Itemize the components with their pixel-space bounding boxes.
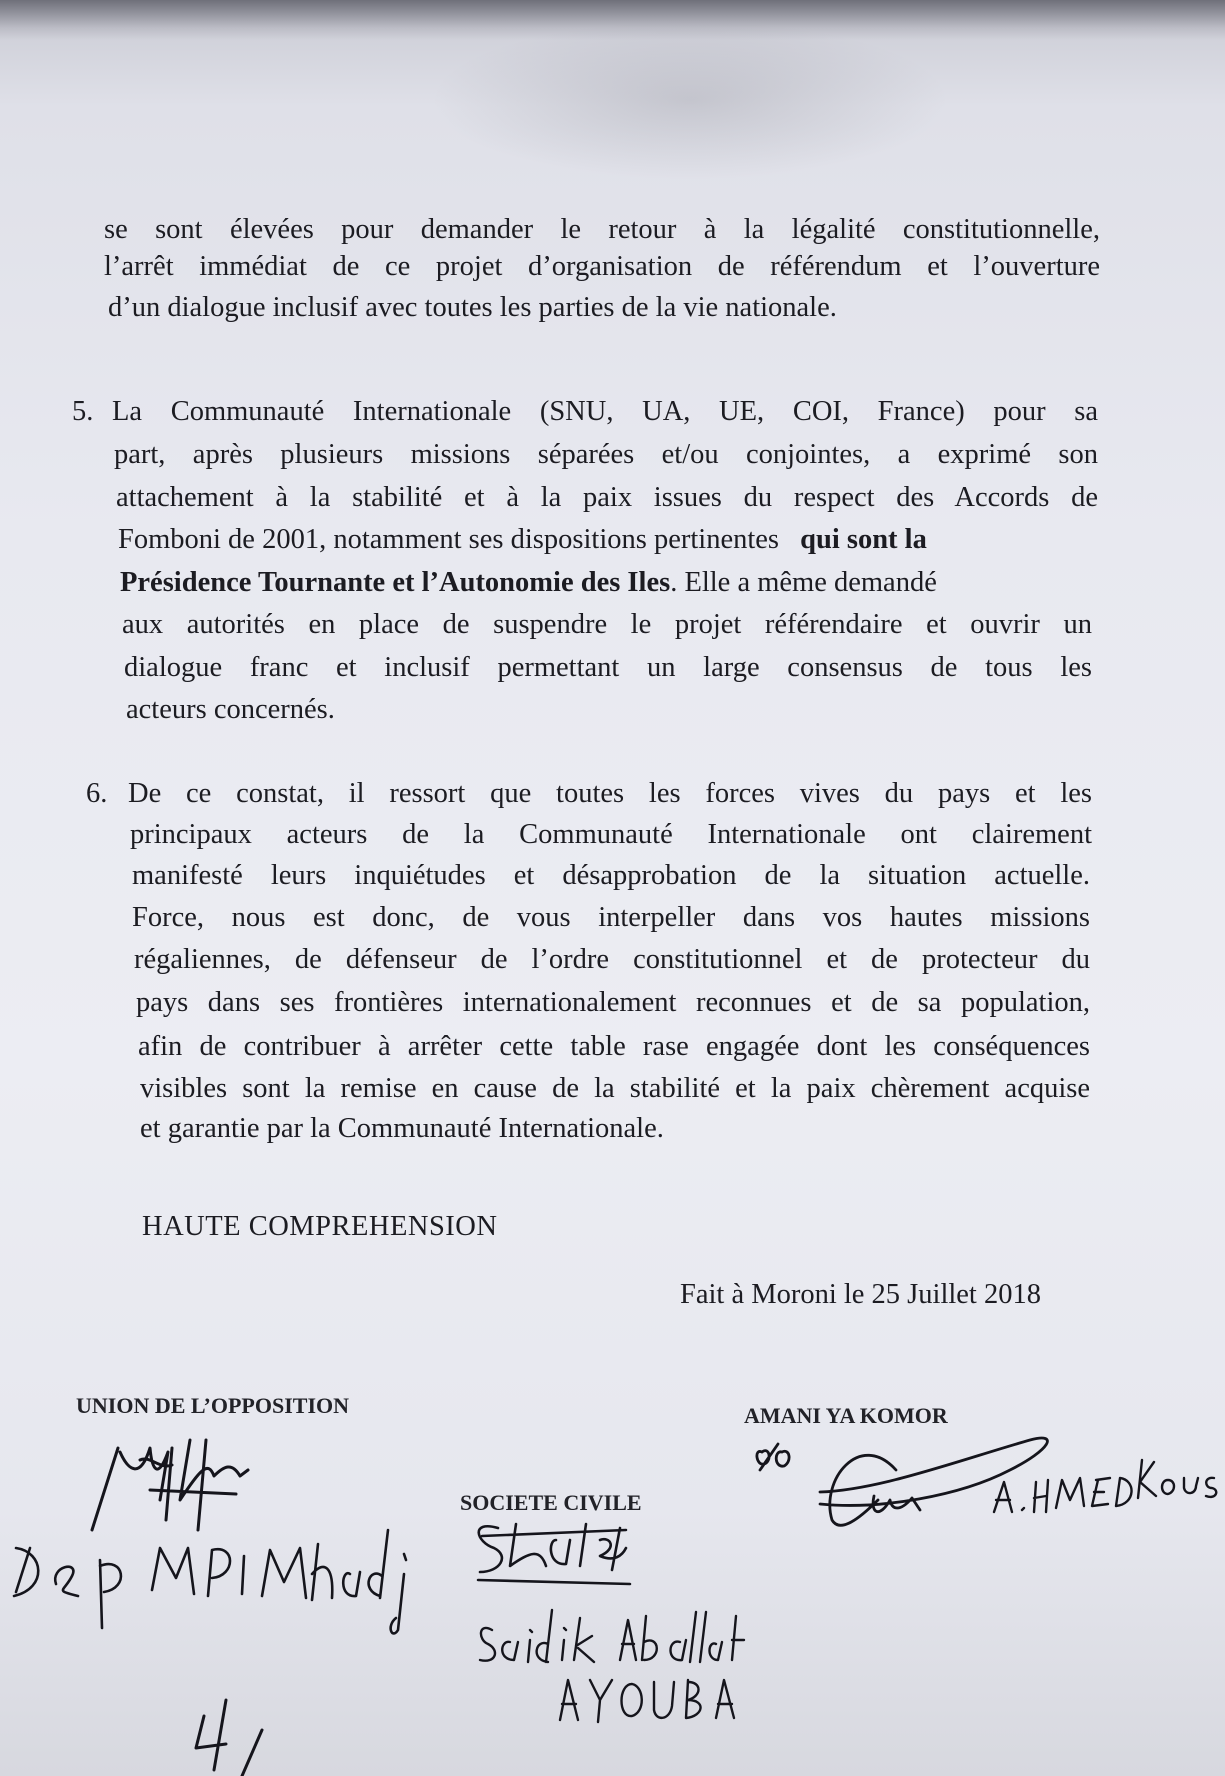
item-5-bold: Présidence Tournante et l’Autonomie des Iles [120,567,671,598]
item-6-line: pays dans ses frontières internationalement reconnues et de sa population, [136,987,1090,1018]
closing-formula: HAUTE COMPREHENSION [142,1211,498,1242]
place-date: Fait à Moroni le 25 Juillet 2018 [680,1279,1041,1310]
item-6-line: afin de contribuer à arrêter cette table rase engagée dont les conséquences [138,1031,1090,1062]
item-5-line: acteurs concernés. [126,694,335,725]
signature-left-mark [92,1440,248,1530]
item-6-line: De ce constat, il ressort que toutes les forces vives du pays et les [128,778,1092,809]
signature-center-mark [478,1524,630,1584]
item-6-line: manifesté leurs inquiétudes et désapprobation de la situation actuelle. [132,860,1090,891]
intro-line: se sont élevées pour demander le retour à la légalité constitutionnelle, [104,214,1100,245]
signature-right-name [994,1460,1216,1512]
item-6-line: et garantie par la Communauté Internationale. [140,1113,664,1144]
item-number: 5. [72,396,94,427]
item-6-line: régaliennes, de défenseur de l’ordre constitutionnel et de protecteur du [134,944,1090,975]
signatory-label-center: SOCIETE CIVILE [460,1490,642,1515]
item-5-line: part, après plusieurs missions séparées et/ou conjointes, a exprimé son [114,439,1098,470]
item-5-text: . Elle a même demandé [670,567,937,598]
item-5-bold: qui sont la [800,524,927,555]
signature-bottom-mark [196,1700,262,1776]
item-6-line: Force, nous est donc, de vous interpeller dans vos hautes missions [132,902,1090,933]
item-5-line: attachement à la stabilité et à la paix issues du respect des Accords de [116,482,1098,513]
signatory-label-right: AMANI YA KOMOR [744,1403,948,1428]
item-6-line: visibles sont la remise en cause de la stabilité et la paix chèrement acquise [140,1073,1090,1104]
item-5-line: dialogue franc et inclusif permettant un large consensus de tous les [124,652,1092,683]
intro-line: d’un dialogue inclusif avec toutes les parties de la vie nationale. [108,292,837,323]
signature-left-name [14,1530,406,1633]
item-5-text: Fomboni de 2001, notamment ses dispositions pertinentes [118,524,787,555]
signatory-label-left: UNION DE L’OPPOSITION [76,1393,350,1418]
intro-line: l’arrêt immédiat de ce projet d’organisation de référendum et l’ouverture [104,251,1100,282]
item-5-line: aux autorités en place de suspendre le projet référendaire et ouvrir un [122,609,1092,640]
item-6-line: principaux acteurs de la Communauté Internationale ont clairement [130,819,1092,850]
signature-center-name [480,1610,744,1722]
item-number: 6. [86,778,108,809]
item-5-line: La Communauté Internationale (SNU, UA, UE, COI, France) pour sa [112,396,1098,427]
